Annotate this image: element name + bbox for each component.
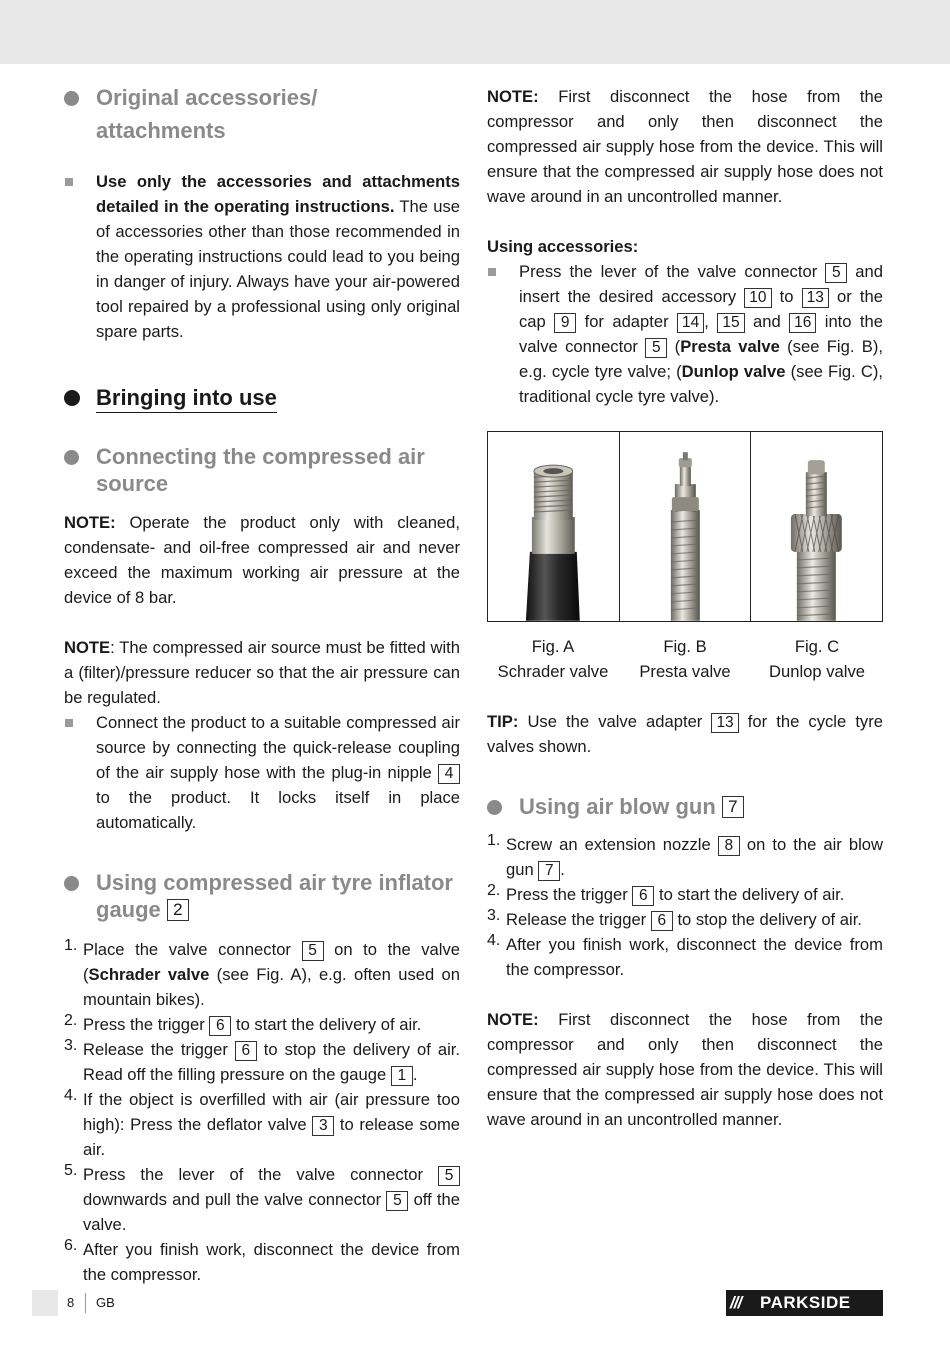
- ref-box: 13: [711, 713, 738, 733]
- logo-slashes: ///: [730, 1293, 742, 1312]
- figure-captions: [487, 634, 883, 684]
- ref-box: 7: [722, 796, 744, 818]
- header-band: [0, 0, 950, 64]
- square-bullet-icon: [65, 719, 73, 727]
- note-disconnect-hose-2: NOTE: First disconnect the hose from the compressor and only then disconnect the compressed air supply hose from the device. This will ensure that the compressed air supply hose does not wave around in an uncontrolled manner.: [487, 1010, 883, 1129]
- note-disconnect-hose: NOTE: First disconnect the hose from the compressor and only then disconnect the compressed air supply hose from the device. This will ensure that the compressed air supply hose does not wave around in an uncontrolled manner.: [487, 87, 883, 206]
- parkside-logo: [726, 1290, 883, 1316]
- ref-box: 2: [167, 899, 189, 921]
- note-clean-air: NOTE: Operate the product only with cleaned, condensate- and oil-free compressed air and never exceed the maximum working air pressure at the device of 8 bar.: [64, 513, 460, 607]
- heading-tyre-inflator-gauge: Using compressed air tyre inflator gauge 2: [64, 869, 460, 923]
- footer-divider: [85, 1293, 86, 1313]
- bullet-dot-icon: [487, 800, 502, 815]
- bullet-dot-icon: [64, 450, 79, 465]
- ref-box: 5: [645, 338, 667, 358]
- figure-schrader-valve: [488, 432, 620, 621]
- ref-box: 5: [438, 1166, 460, 1186]
- ref-box: 5: [302, 941, 324, 961]
- bullet-dot-icon: [64, 91, 79, 106]
- list-item: 4. If the object is overfilled with air (air pressure too high): Press the deflator valve 3 to release some air.: [64, 1087, 460, 1159]
- ref-box: 5: [825, 263, 847, 283]
- page-marker: [32, 1290, 58, 1316]
- square-bullet-icon: [488, 268, 496, 276]
- list-item: 4. After you finish work, disconnect the device from the compressor.: [487, 932, 883, 979]
- ref-box: 14: [677, 313, 704, 333]
- list-item: 2. Press the trigger 6 to start the delivery of air.: [64, 1012, 422, 1034]
- ref-box: 1: [391, 1066, 413, 1086]
- bullet-dot-icon: [64, 390, 80, 406]
- left-column: [64, 80, 460, 1287]
- list-item: 3. Release the trigger 6 to stop the delivery of air.: [487, 907, 862, 929]
- caption-fig-a: Fig. A Schrader valve: [497, 637, 609, 681]
- language-code: GB: [96, 1295, 115, 1310]
- ref-box: 4: [438, 764, 460, 784]
- ref-box: 13: [802, 288, 829, 308]
- ref-box: 3: [312, 1116, 334, 1136]
- list-item: 6. After you finish work, disconnect the device from the compressor.: [64, 1237, 460, 1284]
- using-accessories-title: Using accessories:: [487, 237, 639, 256]
- list-item: 3. Release the trigger 6 to stop the delivery of air. Read off the filling pressure on the gauge 1 .: [64, 1037, 460, 1084]
- ref-box: 6: [209, 1016, 231, 1036]
- caption-fig-b: Fig. B Presta valve: [639, 637, 731, 681]
- bullet-dot-icon: [64, 876, 79, 891]
- square-bullet-icon: [65, 178, 73, 186]
- ref-box: 9: [554, 313, 576, 333]
- ref-box: 10: [744, 288, 771, 308]
- ref-box: 6: [632, 886, 654, 906]
- ref-box: 6: [235, 1041, 257, 1061]
- right-column: [487, 84, 883, 1132]
- heading-connecting-air-source: Connecting the compressed air source: [64, 443, 460, 497]
- ref-box: 8: [718, 836, 740, 856]
- accessories-bullet: Use only the accessories and attachments detailed in the operating instructions. The use of accessories other than those recommended in the operating instructions could lead to you being in danger of injury. Always have your air-powered tool repaired by a professional using only original spare parts.: [64, 169, 460, 344]
- accessories-insert-bullet: Press the lever of the valve connector 5 and insert the desired accessory 10 to 13 or the cap 9 for adapter 14 , 15 and 16 into the valve connector 5 (Presta valve (see Fig. B), e.g. cycle tyre valve; (Dunlop valve (see Fig. C), traditional cycle tyre valve).: [487, 259, 883, 409]
- dunlop-valve-icon: [751, 432, 882, 621]
- caption-fig-c: Fig. C Dunlop valve: [769, 637, 865, 681]
- list-item: 2. Press the trigger 6 to start the delivery of air.: [487, 882, 845, 904]
- figure-dunlop-valve: [751, 432, 882, 621]
- figure-presta-valve: [620, 432, 752, 621]
- connect-bullet: Connect the product to a suitable compressed air source by connecting the quick-release coupling of the air supply hose with the plug-in nipple 4 to the product. It locks itself in place automatically.: [64, 710, 460, 835]
- ref-box: 6: [651, 911, 673, 931]
- blow-gun-steps: [487, 832, 883, 982]
- note-pressure-reducer: NOTE: The compressed air source must be fitted with a (filter)/pressure reducer so that the air pressure can be regulated.: [64, 638, 460, 707]
- list-item: 5. Press the lever of the valve connector 5 downwards and pull the valve connector 5 off the valve.: [64, 1162, 461, 1234]
- list-item: 1. Place the valve connector 5 on to the valve (Schrader valve (see Fig. A), e.g. often used on mountain bikes).: [64, 937, 460, 1009]
- ref-box: 5: [386, 1191, 408, 1211]
- ref-box: 15: [717, 313, 744, 333]
- valve-figures: [487, 431, 883, 622]
- presta-valve-icon: [620, 432, 751, 621]
- logo-text: PARKSIDE: [760, 1293, 851, 1312]
- gauge-steps: [64, 937, 460, 1287]
- heading-original-accessories: Original accessories/ attachments: [64, 84, 460, 151]
- page-number: 8: [67, 1295, 75, 1310]
- ref-box: 7: [538, 861, 560, 881]
- tip-valve-adapter: TIP: Use the valve adapter 13 for the cycle tyre valves shown.: [487, 712, 883, 756]
- heading-air-blow-gun: Using air blow gun 7: [487, 793, 883, 820]
- schrader-valve-icon: [488, 432, 619, 621]
- ref-box: 16: [789, 313, 816, 333]
- list-item: 1. Screw an extension nozzle 8 on to the air blow gun 7 .: [487, 832, 883, 879]
- heading-bringing-into-use: Bringing into use: [64, 384, 460, 413]
